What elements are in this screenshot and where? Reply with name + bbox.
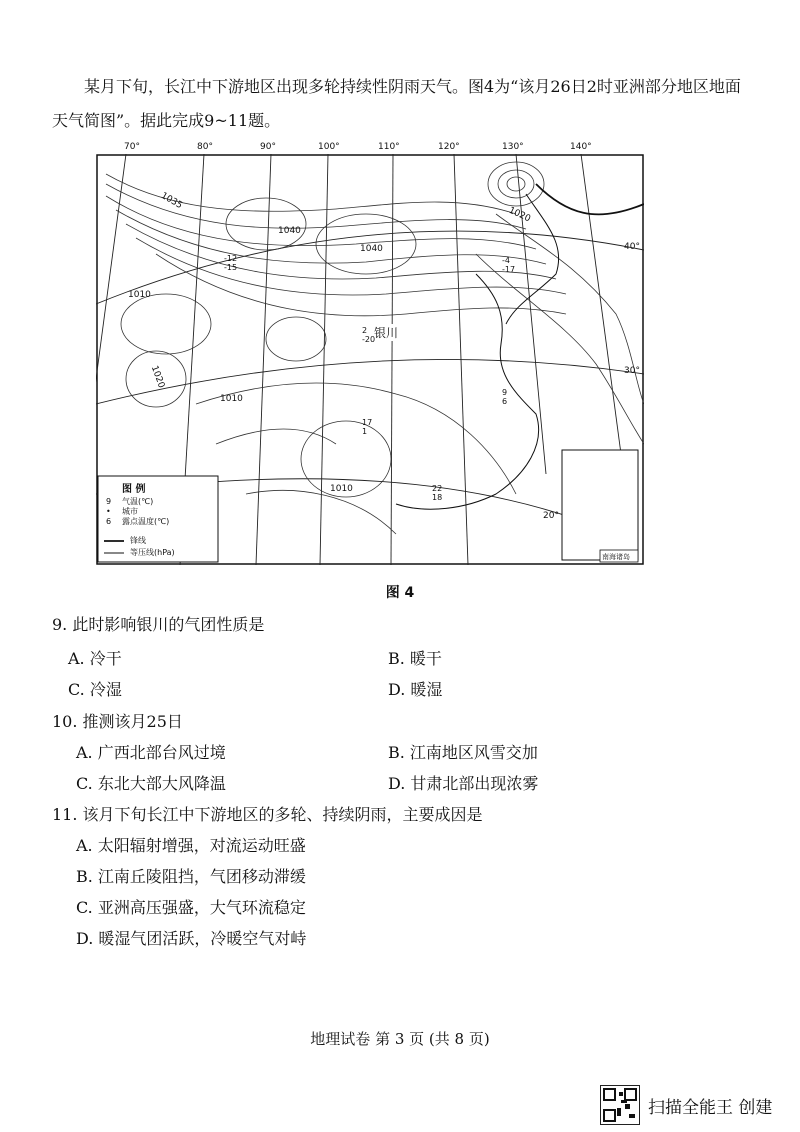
weather-map-svg <box>96 154 644 565</box>
legend-city-label: 城市 <box>122 507 138 516</box>
station-marker <box>502 256 515 274</box>
lat-label-40: 40° <box>624 242 640 252</box>
q10-option-c[interactable]: C. 东北大部大风降温 <box>76 774 226 793</box>
lon-label-120: 120° <box>438 142 460 152</box>
station-dewpoint: 1 <box>362 427 368 436</box>
station-temp: 17 <box>362 418 373 427</box>
station-marker <box>362 326 375 344</box>
q11-option-c[interactable]: C. 亚洲高压强盛，大气环流稳定 <box>76 898 306 917</box>
station-dewpoint: -17 <box>502 265 516 274</box>
intro-paragraph <box>52 70 752 138</box>
station-marker <box>502 388 507 406</box>
q10-option-d[interactable]: D. 甘肃北部出现浓雾 <box>388 774 539 793</box>
station-marker <box>224 254 237 272</box>
legend-temp-label: 气温(℃) <box>122 497 154 506</box>
isobar-label-1040-a: 1040 <box>278 226 301 236</box>
qr-code-icon <box>600 1085 640 1125</box>
station-marker <box>362 418 372 436</box>
isobar-label-1035: 1035 <box>159 190 184 212</box>
isobar-label-1010-c: 1010 <box>330 484 353 494</box>
page-footer: 地理试卷 第 3 页 (共 8 页) <box>310 1030 490 1048</box>
station-temp: -12 <box>224 254 238 263</box>
isobar-label-1020-b: 1020 <box>148 364 167 390</box>
legend-sample-dew: 6 <box>106 517 112 526</box>
legend-isobar-label: 等压线(hPa) <box>130 548 175 557</box>
lat-label-30: 30° <box>624 366 640 376</box>
isobar-label-1040-b: 1040 <box>360 244 383 254</box>
q11-option-a[interactable]: A. 太阳辐射增强，对流运动旺盛 <box>76 836 306 855</box>
station-temp: 22 <box>432 484 443 493</box>
lat-label-20: 20° <box>543 511 559 521</box>
legend-city-dot: • <box>106 507 111 516</box>
q9-option-a[interactable]: A. 冷干 <box>68 649 122 668</box>
question-9-stem: 9. 此时影响银川的气团性质是 <box>52 615 265 634</box>
station-temp: 2 <box>362 326 368 335</box>
legend-title: 图 例 <box>122 484 146 495</box>
inset-map <box>562 450 638 560</box>
scanner-text: 扫描全能王 创建 <box>648 1097 773 1118</box>
station-dewpoint: -15 <box>224 263 238 272</box>
q9-option-c[interactable]: C. 冷湿 <box>68 680 122 699</box>
legend-sample-temp: 9 <box>106 497 112 506</box>
station-temp: -4 <box>502 256 510 265</box>
scanner-watermark <box>600 1085 772 1125</box>
lon-label-100: 100° <box>318 142 340 152</box>
station-dewpoint: 6 <box>502 397 508 406</box>
legend-front-label: 锋线 <box>130 536 146 545</box>
isobar-label-1010-a: 1010 <box>128 290 151 300</box>
q11-option-b[interactable]: B. 江南丘陵阻挡，气团移动滞缓 <box>76 867 306 886</box>
q9-option-d[interactable]: D. 暖湿 <box>388 680 443 699</box>
legend-items <box>122 497 169 527</box>
intro-line-1: 某月下旬，长江中下游地区出现多轮持续性阴雨天气。图4为“该月26日2时亚洲部分地区地面 <box>84 77 741 96</box>
station-dewpoint: 18 <box>432 493 443 502</box>
station-dewpoint: -20 <box>362 335 376 344</box>
lon-label-140: 140° <box>570 142 592 152</box>
legend-dew-label: 露点温度(℃) <box>122 517 170 526</box>
question-10-stem: 10. 推测该月25日 <box>52 712 183 731</box>
q9-option-b[interactable]: B. 暖干 <box>388 649 442 668</box>
station-marker <box>432 484 442 502</box>
lon-label-90: 90° <box>260 142 276 152</box>
isobar-label-1020-a: 1020 <box>506 205 532 225</box>
q11-option-d[interactable]: D. 暖湿气团活跃，冷暖空气对峙 <box>76 929 307 948</box>
q10-option-a[interactable]: A. 广西北部台风过境 <box>76 743 226 762</box>
weather-map <box>96 142 644 565</box>
isobar-label-1010-b: 1010 <box>220 394 243 404</box>
lon-label-110: 110° <box>378 142 400 152</box>
lon-label-130: 130° <box>502 142 524 152</box>
legend-sample-station <box>106 497 111 527</box>
city-label-yinchuan: 银川 <box>374 326 399 340</box>
lon-label-80: 80° <box>197 142 213 152</box>
station-temp: 9 <box>502 388 508 397</box>
question-11-stem: 11. 该月下旬长江中下游地区的多轮、持续阴雨，主要成因是 <box>52 805 483 824</box>
intro-line-2: 天气简图”。据此完成9~11题。 <box>52 111 281 130</box>
q10-option-b[interactable]: B. 江南地区风雪交加 <box>388 743 538 762</box>
figure-caption: 图 4 <box>385 585 415 601</box>
inset-label: 南海诸岛 <box>602 553 630 561</box>
lon-label-70: 70° <box>124 142 140 152</box>
